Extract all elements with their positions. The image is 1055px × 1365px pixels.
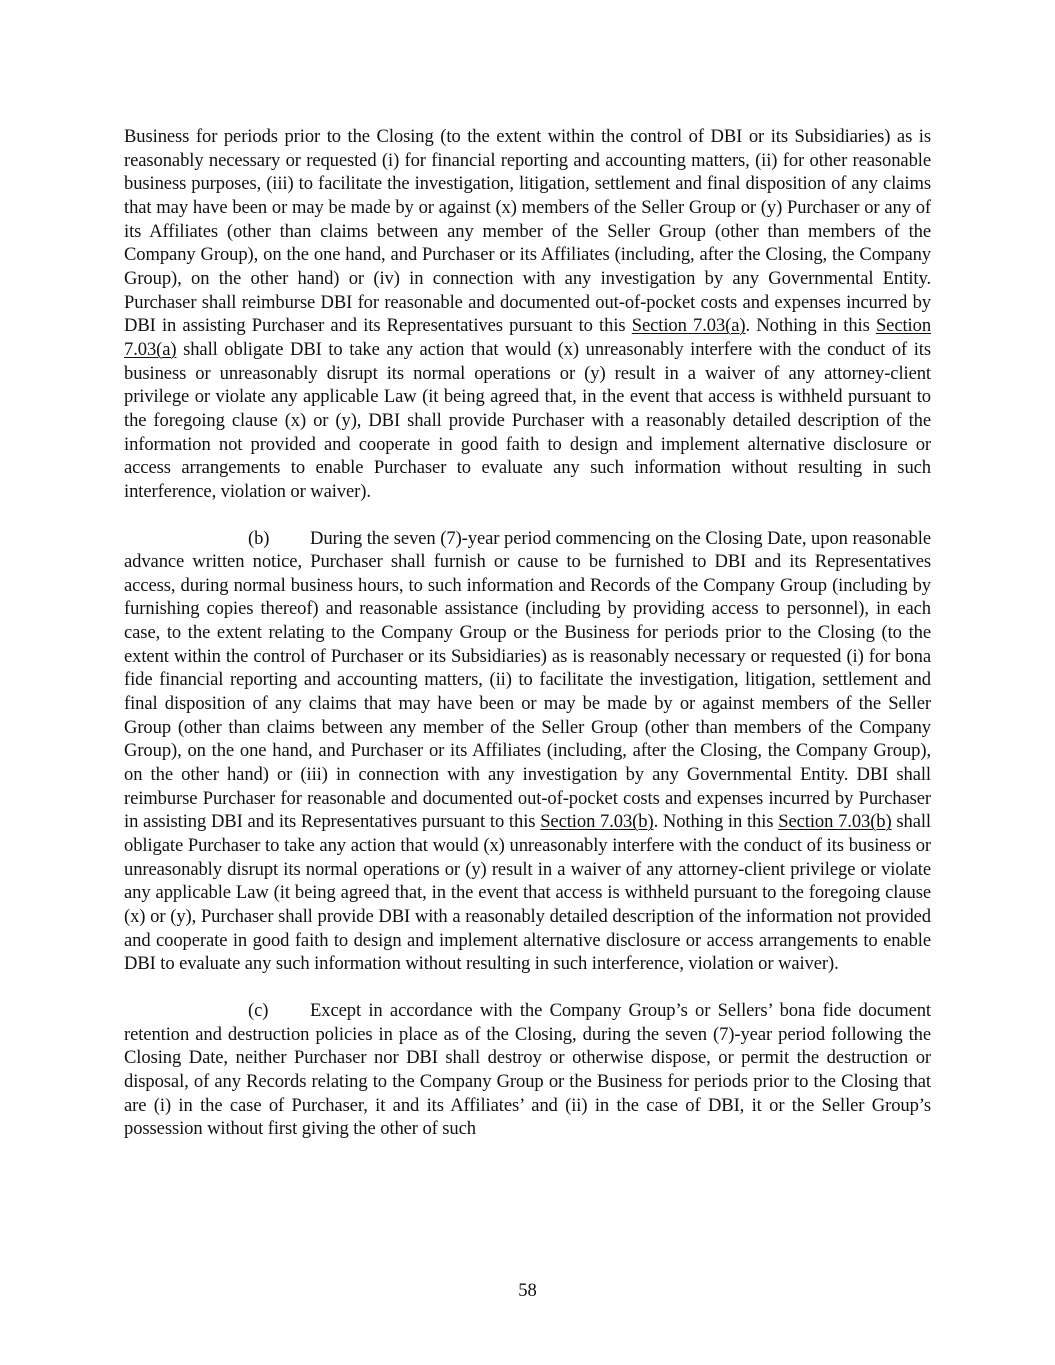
paragraph-a-continued	[124, 125, 931, 504]
paragraph-text: Except in accordance with the Company Group’s or Sellers’ bona fide document retention and destruction policies in place as of the Closing, during the seven (7)-year period following the Closing Date, neither Purchaser nor DBI shall destroy or otherwise dispose, or permit the destruction or disposal, of any Records relating to the Company Group or the Business for periods prior to the Closing that are (i) in the case of Purchaser, it and its Affiliates’ and (ii) in the case of DBI, it or the Seller Group’s possession without first giving the other of such	[124, 999, 931, 1140]
paragraph-b	[124, 527, 931, 976]
paragraph-text: During the seven (7)-year period commencing on the Closing Date, upon reasonable advance written notice, Purchaser shall furnish or cause to be furnished to DBI and its Representatives access, during normal business hours, to such information and Records of the Company Group (including by furnishing copies thereof) and reasonable assistance (including by providing access to personnel), in each case, to the extent relating to the Company Group or the Business for periods prior to the Closing (to the extent within the control of Purchaser or its Subsidiaries) as is reasonably necessary or requested (i) for bona fide financial reporting and accounting matters, (ii) to facilitate the investigation, litigation, settlement and final disposition of any claims that may have been or may be made by or against members of the Seller Group (other than claims between any member of the Seller Group (other than members of the Company Group), on the one hand, and Purchaser or its Affiliates (including, after the Closing, the Company Group), on the other hand) or (iii) in connection with any investigation by any Governmental Entity. DBI shall reimburse Purchaser for reasonable and documented out-of-pocket costs and expenses incurred by Purchaser in assisting DBI and its Representatives pursuant to this	[124, 527, 931, 833]
section-reference: Section 7.03(a)	[631, 315, 746, 337]
paragraph-text: shall obligate DBI to take any action that would (x) unreasonably interfere with the conduct of its business or unreasonably disrupt its normal operations or (y) result in a waiver of any attorney-client privilege or violate any applicable Law (it being agreed that, in the event that access is withheld pursuant to the foregoing clause (x) or (y), DBI shall provide Purchaser with a reasonably detailed description of the information not provided and cooperate in good faith to design and implement alternative disclosure or access arrangements to enable Purchaser to evaluate any such information without resulting in such interference, violation or waiver).	[124, 338, 931, 502]
document-page	[124, 125, 931, 1141]
paragraph-text: Business for periods prior to the Closing (to the extent within the control of DBI or its Subsidiaries) as is reasonably necessary or requested (i) for financial reporting and accounting matters, (ii) for other reasonable business purposes, (iii) to facilitate the investigation, litigation, settlement and final disposition of any claims that may have been or may be made by or against (x) members of the Seller Group or (y) Purchaser or any of its Affiliates (other than claims between any member of the Seller Group (other than members of the Company Group), on the one hand, and Purchaser or its Affiliates (including, after the Closing, the Company Group), on the other hand) or (iv) in connection with any investigation by any Governmental Entity. Purchaser shall reimburse DBI for reasonable and documented out-of-pocket costs and expenses incurred by DBI in assisting Purchaser and its Representatives pursuant to this	[124, 126, 931, 337]
clause-label: (b)	[248, 527, 270, 549]
section-reference: Section 7.03(a)	[124, 315, 932, 360]
section-reference: Section 7.03(b)	[778, 811, 892, 833]
clause-label: (c)	[248, 999, 269, 1021]
page-number: 58	[518, 1280, 537, 1301]
paragraph-text: shall obligate Purchaser to take any action that would (x) unreasonably interfere with the conduct of its business or unreasonably disrupt its normal operations or (y) result in a waiver of any attorney-client privilege or violate any applicable Law (it being agreed that, in the event that access is withheld pursuant to the foregoing clause (x) or (y), Purchaser shall provide DBI with a reasonably detailed description of the information not provided and cooperate in good faith to design and implement alternative disclosure or access arrangements to enable DBI to evaluate any such information without resulting in such interference, violation or waiver).	[124, 811, 931, 975]
paragraph-text: . Nothing in this	[653, 811, 779, 833]
paragraph-c	[124, 999, 931, 1141]
paragraph-text: . Nothing in this	[745, 315, 876, 337]
section-reference: Section 7.03(b)	[540, 811, 654, 833]
